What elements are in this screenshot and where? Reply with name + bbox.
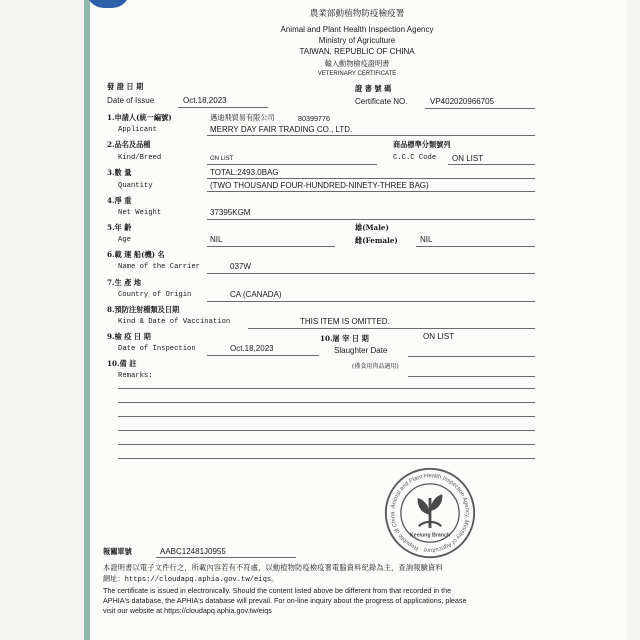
kind-label: Kind/Breed — [118, 154, 162, 162]
footer-notice-en-1: The certificate is issued in electronically. Should the content listed above be different from that recorded in the — [103, 586, 452, 595]
quantity-words: (TWO THOUSAND FOUR-HUNDRED-NINETY-THREE BAG) — [210, 181, 429, 190]
vaccination-label: Kind & Date of Vaccination — [118, 318, 231, 326]
weight-value: 37395KGM — [210, 208, 251, 217]
agency-seal — [383, 466, 477, 560]
applicant-label-zh: 1.申請人(統一編號) — [107, 113, 172, 122]
issue-date-label-zh: 發 證 日 期 — [107, 82, 144, 91]
country-title: TAIWAN, REPUBLIC OF CHINA — [299, 47, 415, 56]
issue-date-value: Oct.18,2023 — [183, 96, 227, 105]
slaughter-label: Slaughter Date — [334, 346, 388, 355]
age-value: NIL — [210, 235, 223, 244]
kind-value: ON LIST — [210, 156, 234, 162]
remarks-label: Remarks: — [118, 372, 153, 380]
carrier-value: 037W — [230, 262, 251, 271]
footer-notice-zh-2: 網址：https://cloudapq.aphia.gov.tw/eiqs。 — [103, 576, 279, 584]
weight-label-zh: 4.淨 重 — [107, 196, 132, 205]
inspection-label-zh: 9.檢 疫 日 期 — [107, 332, 151, 341]
slaughter-value: ON LIST — [423, 332, 455, 341]
kind-label-zh: 2.品名及品種 — [107, 140, 151, 149]
applicant-label: Applicant — [118, 126, 157, 134]
declaration-value: AABC12481J0955 — [160, 547, 226, 556]
svg-text:Animal and Plant Health Inspec: Animal and Plant Health Inspection Agency, Ministry of Agriculture · Republic of China — [390, 473, 470, 553]
weight-label: Net Weight — [118, 209, 162, 217]
quantity-label: Quantity — [118, 182, 153, 190]
footer-notice-en-2: APHIA's database, the APHIA's database will prevail. For on-line inquiry about the progress of applications, please — [103, 596, 467, 605]
carrier-label: Name of the Carrier — [118, 263, 200, 271]
inspection-label: Date of Inspection — [118, 345, 196, 353]
footer-notice-zh-1: 本證明書以電子文件行之，所載內容若有不符處，以動植物防疫檢疫署電腦資料紀錄為主，查詢報驗資料 — [103, 563, 443, 572]
cert-no-label-zh: 證 書 號 碼 — [355, 84, 392, 93]
sex-value: NIL — [420, 235, 433, 244]
age-label: Age — [118, 236, 131, 244]
male-label: 雄(Male) — [355, 223, 389, 232]
svg-text:Keelung Branch: Keelung Branch — [409, 532, 451, 539]
certificate-title-zh: 輸入動物檢疫證明書 — [324, 59, 390, 68]
slaughter-label-zh: 10.屠 宰 日 期 — [320, 334, 369, 343]
age-label-zh: 5.年 齡 — [107, 223, 132, 232]
slaughter-note: (僅食用肉品適用) — [352, 363, 399, 370]
sidebar-strip — [84, 0, 90, 640]
ccc-value: ON LIST — [452, 154, 484, 163]
quantity-value: TOTAL:2493.0BAG — [210, 168, 279, 177]
female-label: 雌(Female) — [355, 236, 398, 245]
applicant-value-zh: 邁迪飛貿易有限公司 — [210, 113, 275, 122]
declaration-label: 報關單號 — [103, 547, 132, 556]
origin-value: CA (CANADA) — [230, 290, 282, 299]
inspection-value: Oct.18,2023 — [230, 344, 274, 353]
issue-date-label: Date of Issue — [107, 96, 155, 105]
cert-no-label: Certificate NO. — [355, 97, 408, 106]
agency-title-en: Animal and Plant Health Inspection Agency — [280, 25, 434, 34]
carrier-label-zh: 6.載 運 船(機) 名 — [107, 250, 165, 259]
vaccination-label-zh: 8.預防注射種類及日期 — [107, 305, 180, 314]
origin-label: Country of Origin — [118, 291, 192, 299]
agency-title-zh: 農業部動植物防疫檢疫署 — [309, 9, 405, 19]
ccc-label: C.C.C Code — [393, 154, 437, 162]
cert-no-value: VP402020966705 — [430, 97, 495, 106]
remarks-label-zh: 10.備 註 — [107, 359, 137, 368]
origin-label-zh: 7.生 產 地 — [107, 278, 142, 287]
vaccination-value: THIS ITEM IS OMITTED. — [300, 317, 390, 326]
applicant-value: MERRY DAY FAIR TRADING CO., LTD. — [210, 125, 353, 134]
ministry-title: Ministry of Agriculture — [318, 36, 396, 45]
footer-notice-en-3: visit our website at https://cloudapq.aphia.gov.tw/eiqs — [103, 606, 272, 615]
certificate-title-en: VETERINARY CERTIFICATE — [317, 71, 397, 77]
applicant-id: 80399776 — [298, 114, 330, 123]
ccc-label-zh: 商品標準分類號列 — [393, 140, 451, 149]
quantity-label-zh: 3.數 量 — [107, 168, 132, 177]
